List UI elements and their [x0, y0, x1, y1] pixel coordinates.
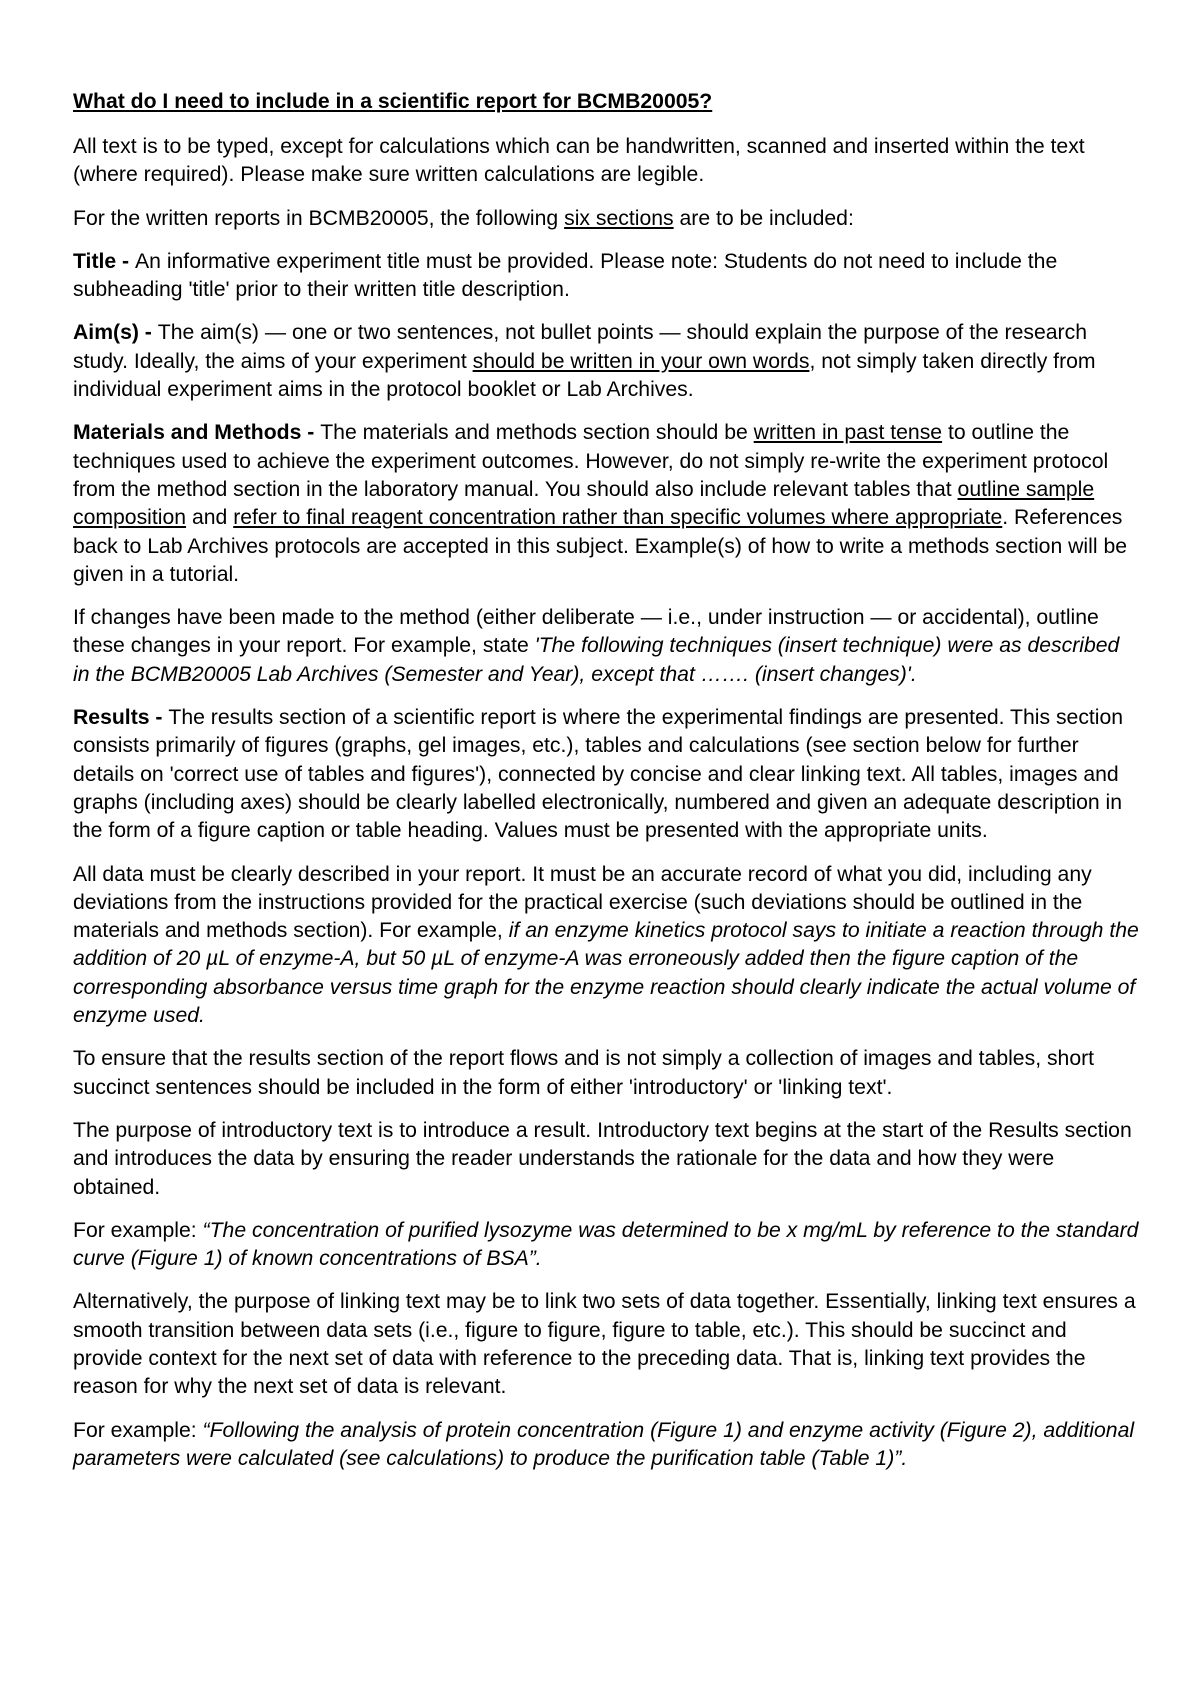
paragraph-linking-text: Alternatively, the purpose of linking text may be to link two sets of data together. Essentially, linking text ensures a smooth transition between data sets (i.e., figure to figure, figure to table, etc.). This should be succinct and provide context for the next set of data with reference to the preceding data. That is, linking text provides the reason for why the next set of data is relevant.	[73, 1290, 1136, 1399]
results-section-text: The results section of a scientific report is where the experimental findings are presented. This section consists primarily of figures (graphs, gel images, etc.), tables and calculations (see section below for further details on 'correct use of tables and figures'), connected by concise and clear linking text. All tables, images and graphs (including axes) should be clearly labelled electronically, numbered and given an adequate description in the form of a figure caption or table heading. Values must be presented with the appropriate units.	[73, 706, 1124, 843]
methods-underlined-2: outline sample composition	[73, 477, 1095, 530]
example-2-prefix: For example:	[73, 1418, 203, 1442]
example-1-prefix: For example:	[73, 1218, 203, 1242]
methods-text-1: The materials and methods section should be	[320, 421, 754, 445]
paragraph-results-flow: To ensure that the results section of the report flows and is not simply a collection of images and tables, short succinct sentences should be included in the form of either 'introductory' or 'linking text'.	[73, 1047, 1095, 1099]
example-1-quote: “The concentration of purified lysozyme was determined to be x mg/mL by reference to the standard curve (Figure 1) of known concentrations of BSA”.	[73, 1218, 1139, 1271]
sections-intro-before: For the written reports in BCMB20005, the following	[73, 206, 565, 230]
paragraph-results-section	[73, 704, 1140, 845]
methods-underlined-1: written in past tense	[753, 421, 943, 445]
methods-text-4: . References back to Lab Archives protocols are accepted in this subject. Example(s) of how to write a methods section will be given in a tutorial.	[73, 506, 1128, 586]
paragraph-aims-section	[73, 319, 1140, 404]
paragraph-example-2	[73, 1417, 1140, 1474]
six-sections-underlined: six sections	[564, 206, 674, 230]
paragraph-introductory-text: The purpose of introductory text is to introduce a result. Introductory text begins at the start of the Results section and introduces the data by ensuring the reader understands the rationale for the data and how they were obtained.	[73, 1118, 1132, 1199]
paragraph-sections-intro	[73, 205, 1140, 233]
methods-section-label: Materials and Methods -	[73, 421, 321, 445]
paragraph-example-1	[73, 1217, 1140, 1274]
data-text: All data must be clearly described in your report. It must be an accurate record of what you did, including any deviations from the instructions provided for the practical exercise (such deviations should be outlined in the materials and methods section). For example,	[73, 862, 1092, 943]
aims-text-2: , not simply taken directly from individual experiment aims in the protocol booklet or Lab Archives.	[73, 349, 1096, 402]
page-title: What do I need to include in a scientific report for BCMB20005?	[73, 90, 713, 113]
example-2-quote: “Following the analysis of protein concentration (Figure 1) and enzyme activity (Figure 2), additional parameters were calculated (see calculations) to produce the purification table (Table 1)”.	[73, 1418, 1135, 1470]
changes-italic: 'The following techniques (insert technique) were as described in the BCMB20005 Lab Archives (Semester and Year), except that ……. (insert changes)'.	[73, 634, 1120, 686]
paragraph-title-section	[73, 248, 1140, 305]
results-section-label: Results -	[73, 706, 169, 730]
aims-underlined: should be written in your own words	[472, 349, 810, 373]
paragraph-methods-section	[73, 419, 1140, 589]
title-section-label: Title -	[73, 249, 136, 273]
methods-underlined-3: refer to final reagent concentration rather than specific volumes where appropriate	[233, 506, 1003, 530]
changes-text: If changes have been made to the method (either deliberate — i.e., under instruction — or accidental), outline these changes in your report. For example, state	[73, 606, 1099, 658]
aims-section-label: Aim(s) -	[73, 321, 158, 345]
paragraph-typed-text: All text is to be typed, except for calculations which can be handwritten, scanned and inserted within the text (where required). Please make sure written calculations are legible.	[73, 135, 1085, 187]
title-section-text: An informative experiment title must be provided. Please note: Students do not need to include the subheading 'title' prior to their written title description.	[73, 249, 1058, 302]
sections-intro-after: are to be included:	[673, 206, 854, 230]
methods-text-2: to outline the techniques used to achieve the experiment outcomes. However, do not simply re-write the experiment protocol from the method section in the laboratory manual. You should also include relevant tables that	[73, 421, 1109, 501]
paragraph-method-changes	[73, 604, 1140, 689]
aims-text-1: The aim(s) — one or two sentences, not bullet points — should explain the purpose of the research study. Ideally, the aims of your experiment	[73, 321, 1087, 373]
methods-text-3: and	[186, 506, 234, 530]
data-italic-example: if an enzyme kinetics protocol says to initiate a reaction through the addition of 20 µL of enzyme-A, but 50 µL of enzyme-A was erroneously added then the figure caption of the corresponding absorbance versus time graph for the enzyme reaction should clearly indicate the actual volume of enzyme used.	[73, 919, 1139, 1028]
paragraph-data-description	[73, 861, 1140, 1031]
